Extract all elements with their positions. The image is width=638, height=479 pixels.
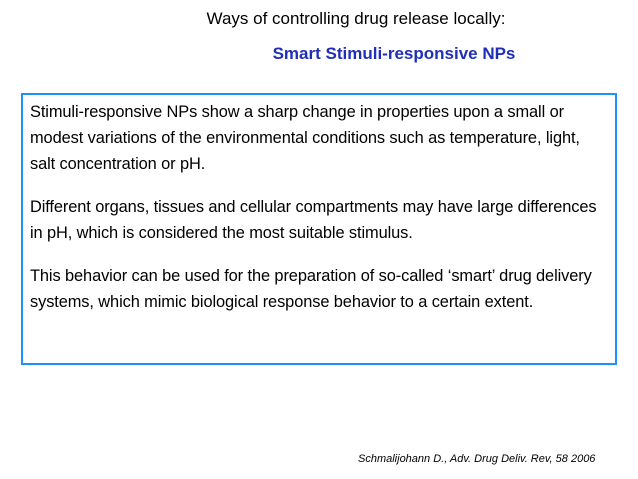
paragraph-smart-delivery: This behavior can be used for the preparation of so-called ‘smart’ drug delivery systems, which mimic biological response behavior to a certain extent. bbox=[30, 267, 592, 311]
slide-subtitle: Smart Stimuli-responsive NPs bbox=[272, 44, 516, 63]
paragraph-stimuli-responsive: Stimuli-responsive NPs show a sharp change in properties upon a small or modest variations of the environmental conditions such as temperature, light, salt concentration or pH. bbox=[30, 103, 580, 173]
slide-title: Ways of controlling drug release locally: bbox=[206, 9, 506, 28]
paragraph-spacer bbox=[30, 246, 609, 263]
content-box bbox=[21, 93, 617, 365]
paragraph-ph-differences: Different organs, tissues and cellular compartments may have large differences in pH, which is considered the most suitable stimulus. bbox=[30, 198, 597, 242]
paragraph-spacer bbox=[30, 177, 609, 194]
citation: Schmalijohann D., Adv. Drug Deliv. Rev, 58 2006 bbox=[358, 453, 596, 465]
